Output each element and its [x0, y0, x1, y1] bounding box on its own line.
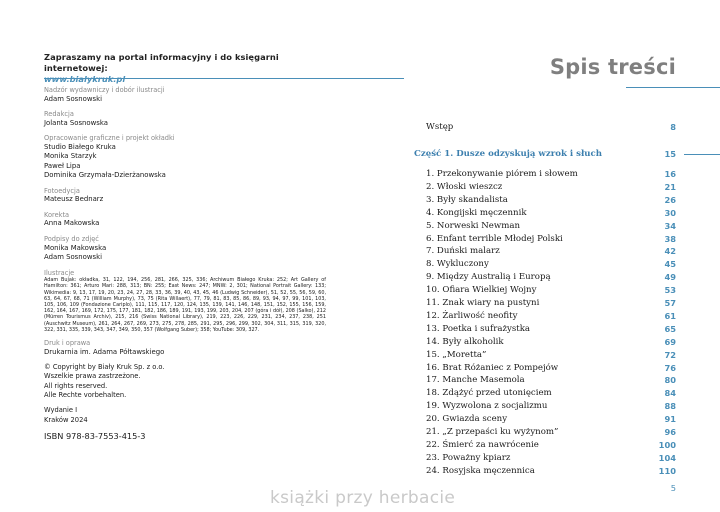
toc-entry-label[interactable]: 16. Brat Różaniec z Pompejów	[426, 362, 559, 373]
toc-entry-page: 69	[664, 336, 676, 347]
credit-block	[44, 110, 334, 128]
edition-line: Wydanie I	[44, 406, 78, 415]
credit-label: Nadzór wydawniczy i dobór ilustracji	[44, 86, 165, 94]
toc-entry-label[interactable]: 10. Ofiara Wielkiej Wojny	[426, 285, 537, 296]
toc-entry-page: 88	[664, 401, 676, 412]
credit-name: Jolanta Sosnowska	[44, 118, 108, 127]
credit-name: Adam Sosnowski	[44, 94, 102, 103]
edition-line: Kraków 2024	[44, 415, 88, 424]
illustrations-block	[44, 269, 334, 333]
credit-block	[44, 187, 334, 205]
toc-entry-page: 38	[664, 233, 676, 244]
credit-name: Adam Sosnowski	[44, 253, 102, 262]
credit-name: Mateusz Bednarz	[44, 195, 104, 204]
toc-entry-label[interactable]: 21. „Z przepaści ku wyżynom”	[426, 427, 559, 437]
toc-intro-page: 8	[670, 122, 676, 132]
toc-entry-label[interactable]: 14. Były alkoholik	[426, 336, 504, 347]
credit-block	[44, 134, 334, 181]
toc-entry-label[interactable]: 23. Poważny kpiarz	[426, 452, 511, 463]
toc-entry-label[interactable]: 6. Enfant terrible Młodej Polski	[426, 233, 563, 244]
toc-entry-page: 45	[664, 259, 676, 270]
toc-title: Spis treści	[549, 55, 676, 79]
credit-block	[44, 235, 334, 263]
toc-entry-page: 65	[664, 323, 676, 334]
copyright-block	[44, 363, 334, 400]
toc-entry-label[interactable]: 2. Włoski wieszcz	[426, 181, 503, 192]
portal-link[interactable]	[44, 74, 344, 85]
copyright-line: Alle Rechte vorbehalten.	[44, 390, 127, 399]
copyright-line: © Copyright by Biały Kruk Sp. z o.o.	[44, 363, 165, 372]
toc-entry-page: 57	[664, 298, 676, 308]
credit-block	[44, 211, 334, 229]
copyright-line: Wszelkie prawa zastrzeżone.	[44, 372, 141, 381]
edition-block	[44, 406, 334, 425]
toc-entry-label[interactable]: 19. Wyzwolona z socjalizmu	[426, 401, 548, 412]
toc-entry-page: 30	[664, 207, 676, 218]
toc-entry-label[interactable]: 9. Między Australią i Europą	[426, 272, 551, 283]
toc-entry-label[interactable]: 17. Manche Masemola	[426, 375, 525, 386]
toc-entry-page: 91	[664, 414, 676, 425]
credit-name: Studio Białego Kruka	[44, 142, 116, 151]
toc-entry-label[interactable]: 1. Przekonywanie piórem i słowem	[426, 169, 578, 179]
toc-entry-page: 72	[664, 349, 676, 360]
toc-entry-label[interactable]: 3. Były skandalista	[426, 194, 508, 205]
toc-entry-label[interactable]: 13. Poetka i sufrażystka	[426, 323, 531, 334]
credit-block	[44, 86, 334, 104]
toc-entry-page: 110	[658, 465, 676, 476]
toc-part-page: 15	[664, 149, 676, 159]
credit-name: Monika Starzyk	[44, 152, 97, 161]
isbn: ISBN 978-83-7553-415-3	[44, 430, 146, 441]
print-block	[44, 339, 334, 357]
toc-part-rule	[684, 154, 720, 155]
toc-entry-label[interactable]: 11. Znak wiary na pustyni	[426, 298, 540, 308]
toc-entry-label[interactable]: 20. Gwiazda sceny	[426, 414, 508, 425]
toc-intro-label[interactable]: Wstęp	[426, 122, 454, 132]
imprint-credits	[44, 86, 334, 442]
imprint-rule	[44, 78, 404, 79]
portal-invitation: Zapraszamy na portal informacyjny i do księgarni internetowej:	[44, 52, 279, 73]
toc-entry-page: 80	[664, 375, 676, 386]
toc-entry-page: 96	[664, 427, 676, 437]
toc-entry-page: 53	[664, 285, 676, 296]
credit-name: Anna Makowska	[44, 219, 100, 228]
illustrations-credits: Adam Bujak: okładka, 31, 122, 194, 256, 281, 266, 325, 336; Archiwum Białego Kruka: 252; Art Gallery of Hamilton: 361; Arturo Mari: 288, 313; BN: 255; East News: 247; MNW: 2, 301; National Portrait Gallery: 133; Wikimedia: 9, 13, 17, 19, 20, 23, 24, 27, 28, 33, 36, 39, 40, 43, 45, 46 (Ludwig Schneider), 51, 52, 55, 56, 59, 60, 63, 64, 67, 68, 71 (William Murphy), 73, 75 (Rita Willaert), 77, 79, 81, 83, 85, 86, 89, 93, 94, 97, 99, 101, 103, 105, 106, 109 (Fondazione Cariplo), 111, 115, 117, 120, 124, 135, 139, 141, 146, 148, 151, 152, 155, 156, 159, 162, 164, 167, 169, 172, 175, 177, 181, 182, 186, 189, 191, 193, 199, 203, 204, 207 (góra i dół), 208 (Salko), 212 (Mürren Tourismus Archiv), 215, 216 (Swiss National Library), 219, 223, 226, 229, 231, 234, 237, 238, 251 (Auschwitz Museum), 261, 264, 267, 269, 273, 275, 278, 285, 291, 295, 296, 299, 302, 304, 311, 315, 319, 320, 322, 331, 335, 339, 343, 347, 349, 350, 357 (Wolfgang Suber); 358; YouTube: 309, 327.	[44, 277, 326, 333]
toc-entry-page: 104	[658, 452, 676, 463]
toc-entry-label[interactable]: 8. Wykluczony	[426, 259, 489, 270]
copyright-line: All rights reserved.	[44, 381, 108, 390]
credit-label: Podpisy do zdjęć	[44, 234, 99, 243]
toc-entry-page: 61	[664, 310, 676, 321]
print-label: Druk i oprawa	[44, 338, 91, 347]
credit-label: Korekta	[44, 210, 70, 219]
toc-entry-label[interactable]: 18. Zdążyć przed utonięciem	[426, 388, 552, 399]
toc-entry-page: 26	[664, 194, 676, 205]
credit-name: Dominika Grzymała-Dzierżanowska	[44, 171, 166, 180]
credit-label: Fotoedycja	[44, 186, 80, 195]
illustrations-label: Ilustracje	[44, 268, 75, 277]
toc-entry-page: 16	[664, 169, 676, 179]
credit-name: Monika Makowska	[44, 243, 107, 252]
toc-part-label[interactable]: Część 1. Dusze odzyskują wzrok i słuch	[414, 149, 603, 159]
toc-entry-page: 100	[658, 439, 676, 450]
toc-entry-label[interactable]: 24. Rosyjska męczennica	[426, 465, 535, 476]
toc-entry-page: 21	[664, 181, 676, 192]
toc-entry-label[interactable]: 4. Kongijski męczennik	[426, 207, 527, 218]
toc-title-rule	[626, 87, 720, 88]
toc-entry-label[interactable]: 15. „Moretta”	[426, 349, 487, 360]
print-value: Drukarnia im. Adama Półtawskiego	[44, 347, 165, 356]
credit-label: Redakcja	[44, 110, 74, 119]
imprint-page	[44, 52, 344, 441]
toc-entry-label[interactable]: 5. Norweski Newman	[426, 220, 521, 231]
credit-label: Opracowanie graficzne i projekt okładki	[44, 134, 175, 143]
toc-entry-page: 76	[664, 362, 676, 373]
toc-entry-label[interactable]: 22. Śmierć za nawrócenie	[426, 439, 539, 450]
watermark: książki przy herbacie	[270, 488, 456, 508]
toc-entry-label[interactable]: 7. Duński malarz	[426, 246, 500, 257]
toc-entry-page: 49	[664, 272, 676, 283]
toc-entry-page: 34	[664, 220, 676, 231]
toc-entry-label[interactable]: 12. Żarliwość neofity	[426, 310, 518, 321]
toc-entry-page: 84	[664, 388, 676, 399]
toc-entry-page: 42	[664, 246, 676, 257]
page-number: 5	[670, 483, 676, 493]
credit-name: Paweł Lipa	[44, 161, 81, 170]
